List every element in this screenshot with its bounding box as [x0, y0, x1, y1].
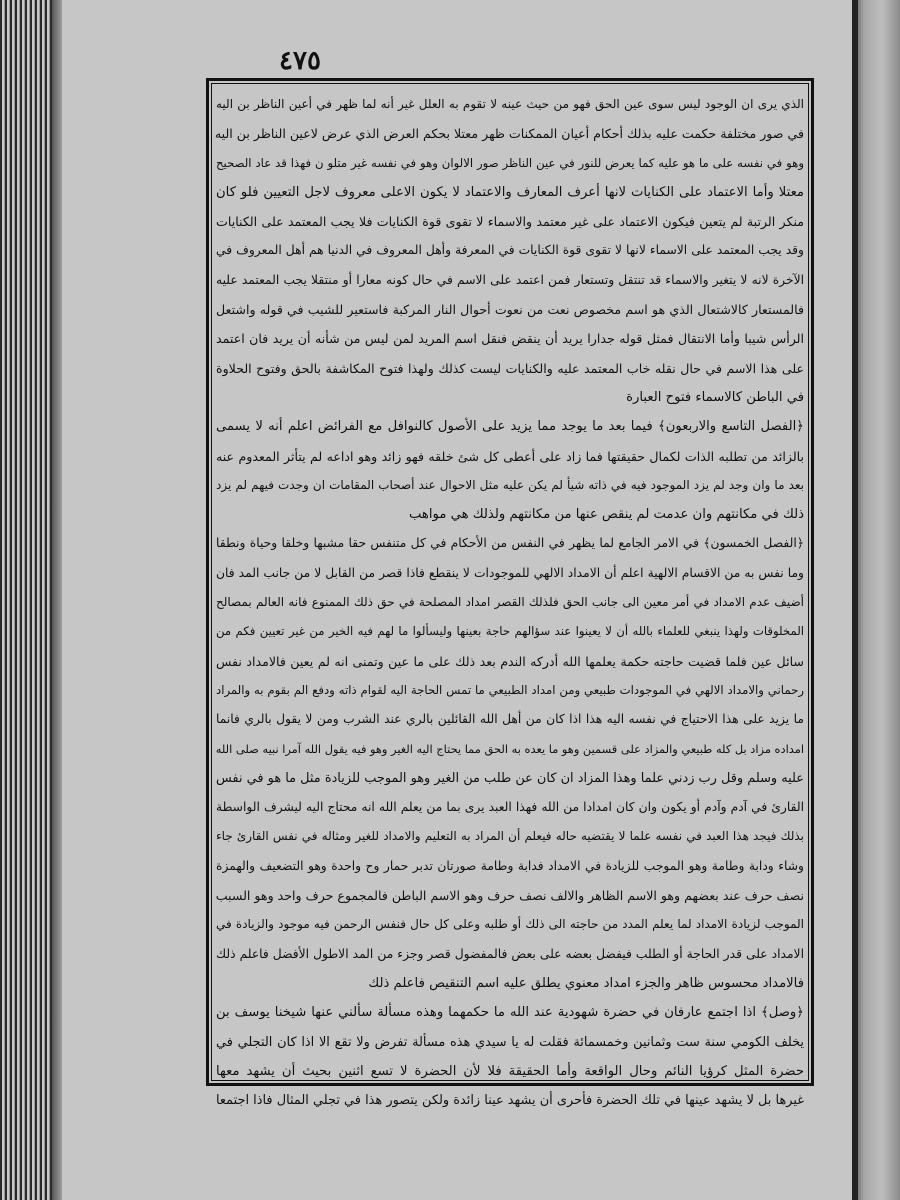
- text-line: ﴿الفصل التاسع والاربعون﴾ فيما بعد ما يوجد مما يزيد على الأصول كالنوافل مع الفرائض اعلم أنه لا يسمى: [216, 419, 804, 435]
- text-line: معتلا وأما الاعتماد على الكنايات لانها أعرف المعارف والاعتماد لا يكون الاعلى معروف لاجل التعيين فلو كان: [216, 184, 804, 200]
- text-line: بعد ما وان وجد لم يزد الموجود فيه في ذاته شيأ لم يكن عليه مثل الاحوال عند أصحاب المقامات ان وجدت فيهم لم يزد: [216, 477, 804, 492]
- page-number: ٤٧٥: [279, 46, 321, 76]
- text-line: ما يزيد على هذا الاحتياج في نفسه اليه هذا اذا كان من أهل الله القائلين بالري عند الشرب ومن لا يقول بالري فانما: [216, 712, 804, 727]
- text-line: ﴿وصل﴾ اذا اجتمع عارفان في حضرة شهودية عند الله ما حكمهما وهذه مسألة سألني عنها شيخنا يوسف بن: [216, 1005, 804, 1021]
- text-line: أضيف عدم الامداد في أمر معين الى جانب الحق فلذلك القصر امداد المصلحة في حق ذلك الممنوع فانه العالم بمصالح: [216, 595, 804, 610]
- text-line: امداده مزاد بل كله طبيعي والمزاد على قسمين وهو ما يعده به الحق مما يحتاج اليه الغير وهو فيه يقول الله آمرا نبيه صلى الله: [215, 741, 804, 756]
- text-line: الرأس شيبا وأما الانتقال فمثل قوله جدارا يريد أن ينقض فنقل اسم المريد لمن ليس من شأنه أن يريد فان اعتمد: [216, 331, 804, 347]
- text-line: المخلوقات ولهذا ينبغي للعلماء بالله أن لا يعينوا عند سؤالهم حاجة بعينها وليسألوا ما لهم فيه الخير من غير تعيين فكم من: [216, 624, 804, 639]
- text-line: وقد يجب المعتمد على الاسماء لانها لا تقوى قوة الكنايات في المعرفة وأهل المعروف في الدنيا هم أهل المعروف في: [216, 243, 804, 258]
- text-line: عليه وسلم وقل رب زدني علما وهذا المزاد ان كان عن طلب من الغير وهو الموجب للزيادة مثل ما هو في نفس: [216, 770, 804, 786]
- text-line: يخلف الكومي سنة ست وثمانين وخمسمائة فقلت له يا سيدي هذه مسألة تفرض ولا تقع الا اذا كان التجلي في: [216, 1034, 804, 1050]
- text-line: نصف حرف عند بعضهم وهو الاسم الظاهر والالف نصف حرف وهو الاسم الباطن فالمجموع حرف واحد وهو السبب: [215, 888, 804, 904]
- text-line: رحماني والامداد الالهي في الموجودات طبيعي ومن امداد الطبيعي ما تمس الحاجة اليه لقوام ذاته ودفع الم بقوم به والمراد: [216, 682, 804, 697]
- right-page-edge: [852, 0, 900, 1200]
- text-line: فالمستعار كالاشتعال الذي هو اسم مخصوص نعت من نعوت أحوال النار المركبة فاستعير للشيب في قوله واشتعل: [216, 302, 804, 318]
- text-line: الامداد على قدر الحاجة أو الطلب فيفضل بعضه على بعض فالمفضول قصر وجزء من المد الاطول الأفضل فاعلم ذلك: [216, 946, 804, 961]
- right-page-fold: [852, 0, 858, 1200]
- text-line: الآخرة لانه لا يتغير والاسماء قد تنتقل وتستعار فمن اعتمد على الاسم في حال كونه معارا أو منتقلا يجب المعتمد عليه: [216, 272, 804, 287]
- text-line: الذي يرى ان الوجود ليس سوى عين الحق فهو من حيث عينه لا تقوم به العلل غير أنه لما ظهر في أعين الناظر بن اليه: [216, 97, 804, 111]
- text-line: سائل عين فلما قضيت حاجته حكمة يعلمها الله أدركه الندم بعد ذلك على ما عين وتمنى انه لم يعين فالامداد نفس: [216, 653, 804, 669]
- text-line: ذلك في مكانتهم وان عدمت لم ينقص عنها من مكانتهم ولذلك هي مواهب: [408, 507, 804, 523]
- text-line: القارئ في آدم وآدم أو يكون وان كان امدادا من الله فهذا العبد يرى بما من يعلم الله انه محتاج اليه ليشرف الواسطة: [216, 800, 804, 815]
- text-line: الموجب لزيادة الامداد لما يعلم المدد من حاجته الى ذلك أو طلبه وعلى كل حال فنفس الرحمن فيه موجود والزيادة في: [216, 917, 804, 932]
- text-line: في صور مختلفة حكمت عليه بذلك أحكام أعيان الممكنات ظهر معتلا بحكم العرض الذي عرض لاعين الناظر بن اليه: [214, 126, 804, 142]
- text-line: ﴿الفصل الخمسون﴾ في الامر الجامع لما يظهر في النفس من الأحكام في كل متنفس حقا مشبها وخلقا وحياة ونطقا: [216, 536, 804, 551]
- text-line: وشاء ودابة وطامة وهو الموجب للزيادة في الامداد فدابة وطامة صورتان تدبر حمار وح واحدة وهو التضعيف والهمزة: [216, 858, 804, 873]
- text-line: فالامداد محسوس ظاهر والجزء امداد معنوي يطلق عليه اسم التنقيص فاعلم ذلك: [368, 975, 804, 991]
- text-line: وهو في نفسه على ما هو عليه كما يعرض للنور في عين الناظر صور الالوان وهو في نفسه غير متلو ن فهذا قد عاد الصحيح: [216, 155, 804, 170]
- text-line: على هذا الاسم في حال نقله خاب المعتمد عليه والكنايات ليست كذلك ولهذا فتوح المكاشفة بالحق وفتوح الحلاوة: [216, 360, 804, 376]
- text-line: حضرة المثل كرؤيا النائم وحال الواقعة وأما الحقيقة فلا لأن الحضرة لا تسع اثنين بحيث أن يشهد معها: [216, 1063, 804, 1079]
- text-line: بالزائد من تطلبه الذات لكمال حقيقتها فما زاد على أعطى كل شئ خلقه فهو زائد وهو اداعه لم يتأثر المعدوم عنه: [216, 448, 804, 464]
- text-line: غيرها بل لا يشهد عينها في تلك الحضرة فأحرى أن يشهد عينا زائدة ولكن يتصور هذا في تجلي المثال فاذا اجتمعا: [216, 1093, 804, 1109]
- text-line: منكر الرتبة لم يتعين فيكون الاعتماد على غير معتمد والاسماء لا تقوى قوة الكنايات فلا يجب المعتمد على الكنايات: [216, 214, 804, 230]
- text-line: بذلك فيجد هذا العبد في نفسه علما لا يقتضيه حاله فيعلم أن المراد به التعليم والامداد للغير ومثاله في نفس القارئ جاء: [216, 829, 804, 844]
- main-text-block: [214, 90, 804, 1109]
- text-line: وما نفس به من الاقسام الالهية اعلم أن الامداد الالهي للموجودات لا ينقطع فاذا قصر من القابل لا من جانب المد فان: [216, 565, 804, 580]
- text-line: في الباطن كالاسماء فتوح العبارة: [626, 389, 804, 405]
- left-page-stack: [0, 0, 56, 1200]
